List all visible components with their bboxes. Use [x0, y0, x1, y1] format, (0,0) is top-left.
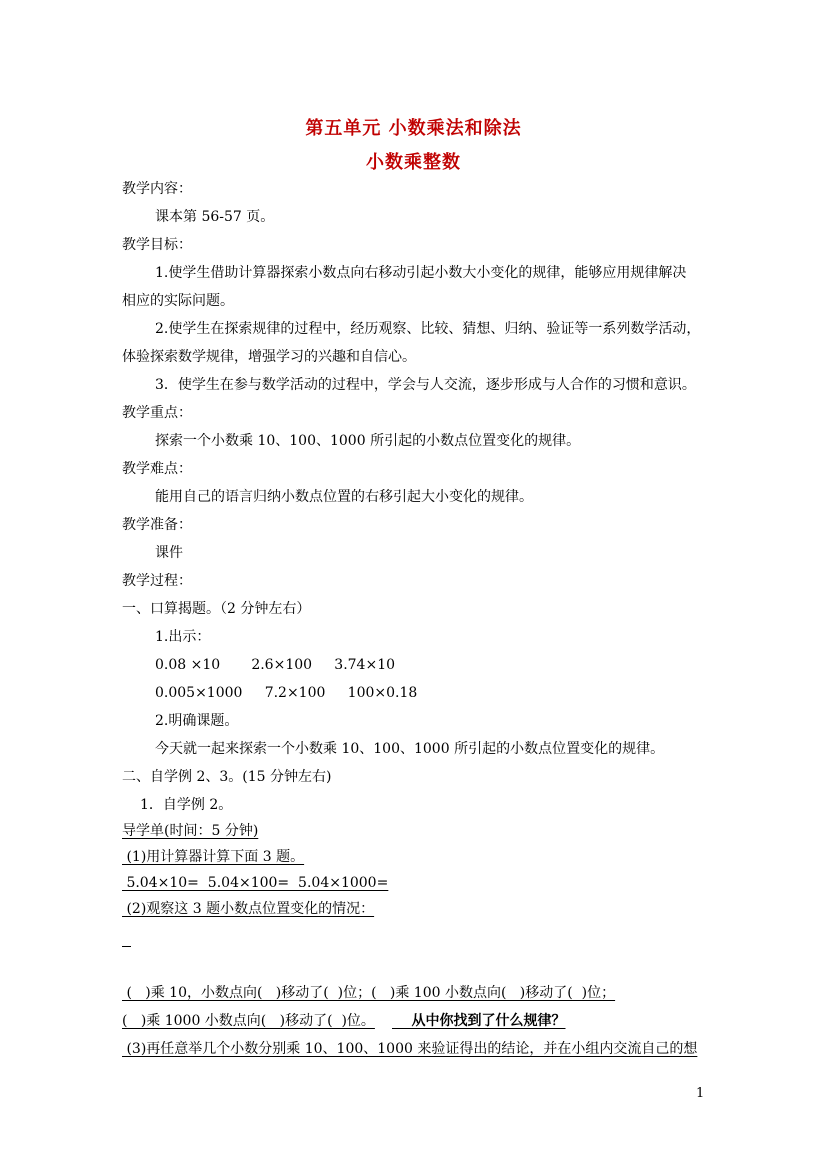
- text-line: 1.使学生借助计算器探索小数点向右移动引起小数大小变化的规律，能够应用规律解决: [155, 265, 687, 281]
- section-heading: 教学内容：: [122, 181, 192, 197]
- worksheet-line: ( )乘 10，小数点向( )移动了( )位；( )乘 100 小数点向( )移动了( )位；: [122, 985, 616, 1001]
- text-line: 2.使学生在探索规律的过程中，经历观察、比较、猜想、归纳、验证等一系列数学活动，: [155, 321, 701, 337]
- text-line: 课件: [155, 545, 183, 561]
- worksheet-line: 5.04×10= 5.04×100= 5.04×1000=: [122, 875, 389, 891]
- text-line: 课本第 56-57 页。: [155, 209, 275, 225]
- text-line: 今天就一起来探索一个小数乘 10、100、1000 所引起的小数点位置变化的规律。: [155, 741, 665, 757]
- page-number: 1: [696, 1086, 705, 1101]
- math-expression-line: 0.08 ×10 2.6×100 3.74×10: [155, 657, 396, 673]
- section-heading: 教学重点：: [122, 405, 192, 421]
- text-line: 体验探索数学规律，增强学习的兴趣和自信心。: [122, 349, 416, 365]
- worksheet-line: ( )乘 1000 小数点向( )移动了( )位。: [122, 1013, 375, 1029]
- text-line: 相应的实际问题。: [122, 293, 234, 309]
- text-line: 二、自学例 2、3。(15 分钟左右): [122, 769, 332, 785]
- section-heading: 教学准备：: [122, 517, 192, 533]
- section-heading: 教学目标：: [122, 237, 192, 253]
- worksheet-line: (1)用计算器计算下面 3 题。: [122, 849, 305, 865]
- text-line: 1.出示：: [155, 629, 211, 645]
- worksheet-line: (2)观察这 3 题小数点位置变化的情况：: [122, 901, 375, 917]
- worksheet-question: 从中你找到了什么规律？: [392, 1013, 566, 1029]
- text-line: 一、口算揭题。（2 分钟左右）: [122, 601, 311, 617]
- text-line: 探索一个小数乘 10、100、1000 所引起的小数点位置变化的规律。: [155, 433, 581, 449]
- worksheet-line: (3)再任意举几个小数分别乘 10、100、1000 来验证得出的结论，并在小组内交流自己的想: [122, 1041, 698, 1057]
- page-title: 第五单元 小数乘法和除法: [305, 118, 522, 139]
- math-expression-line: 0.005×1000 7.2×100 100×0.18: [155, 685, 418, 701]
- text-line: 2.明确课题。: [155, 713, 239, 729]
- text-line: 能用自己的语言归纳小数点位置的右移引起大小变化的规律。: [155, 489, 533, 505]
- section-heading: 教学难点：: [122, 461, 192, 477]
- worksheet-heading: 导学单(时间：5 分钟): [122, 823, 259, 839]
- page-subtitle: 小数乘整数: [366, 152, 461, 173]
- text-line: 1．自学例 2。: [140, 797, 233, 813]
- blank-line-mark: [122, 946, 131, 947]
- text-line: 3．使学生在参与数学活动的过程中，学会与人交流，逐步形成与人合作的习惯和意识。: [155, 377, 696, 393]
- section-heading: 教学过程：: [122, 573, 192, 589]
